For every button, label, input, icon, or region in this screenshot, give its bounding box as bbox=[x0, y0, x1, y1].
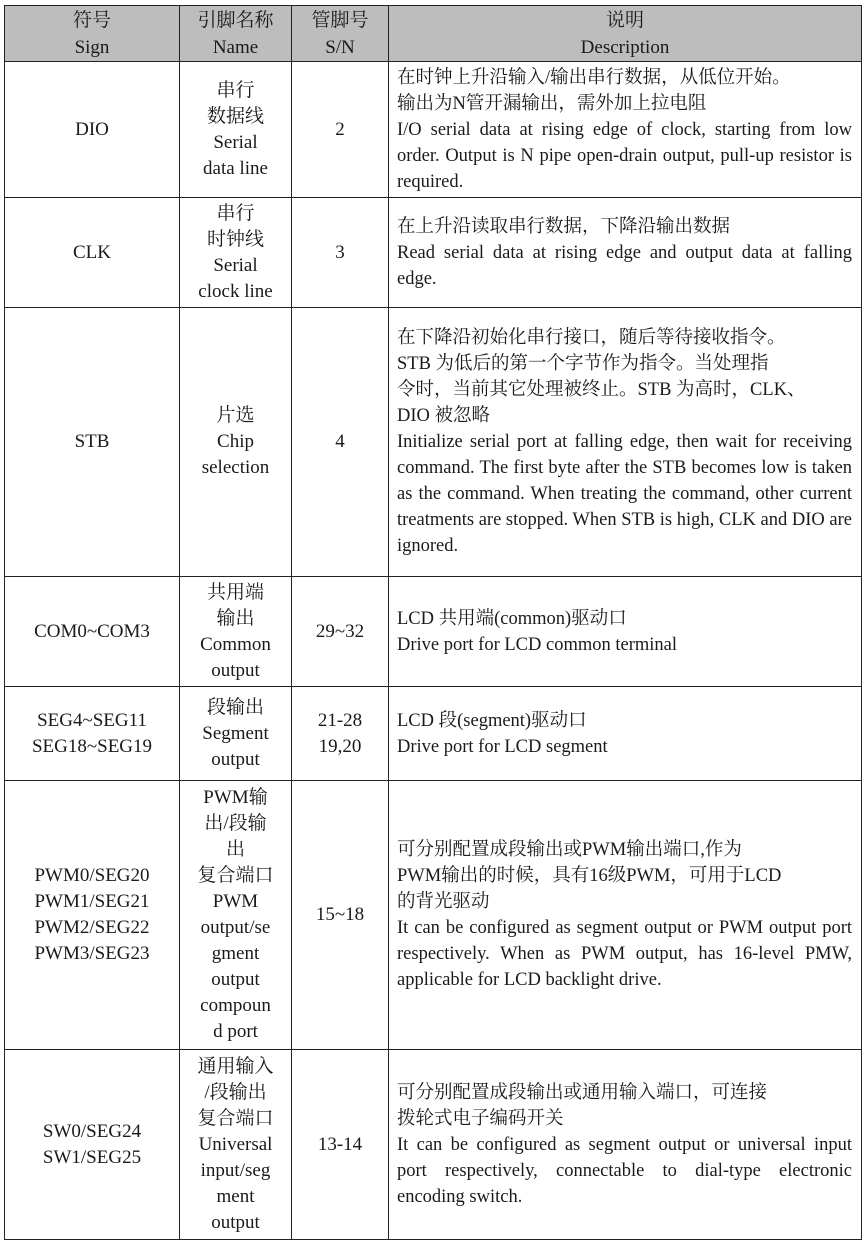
pin-number-cell bbox=[292, 577, 389, 687]
description-en: I/O serial data at rising edge of clock, starting from low order. Output is N pipe open-drain output, pull-up resistor is required. bbox=[397, 119, 852, 192]
pin-sign-cell bbox=[5, 308, 180, 577]
description-en: Drive port for LCD common terminal bbox=[397, 634, 678, 655]
pin-name-line: 片选 bbox=[216, 405, 255, 426]
pin-sign-cell bbox=[5, 577, 180, 687]
pin-name-line: Universal bbox=[198, 1133, 273, 1155]
pin-number: 21-28 bbox=[317, 709, 363, 731]
pin-name-line: 段输出 bbox=[206, 696, 264, 718]
pin-number-cell bbox=[292, 781, 389, 1050]
table-row bbox=[5, 687, 862, 781]
table-header-row bbox=[5, 6, 862, 62]
pin-name-line: ment bbox=[216, 1185, 255, 1207]
header-sign bbox=[5, 6, 180, 62]
pin-description-cell bbox=[389, 1050, 862, 1240]
header-desc-en: Description bbox=[580, 36, 670, 58]
header-description bbox=[389, 6, 862, 62]
description-cn-line: 输出为N管开漏输出，需外加上拉电阻 bbox=[397, 93, 707, 114]
pin-name-line: 数据线 bbox=[206, 105, 264, 127]
pin-name-line: PWM bbox=[212, 891, 259, 912]
table-row bbox=[5, 198, 862, 308]
pin-number-cell bbox=[292, 1050, 389, 1240]
pin-sign-cell bbox=[5, 62, 180, 198]
header-sn-cn: 管脚号 bbox=[311, 9, 369, 31]
pin-name-line: Serial bbox=[213, 254, 258, 276]
description-cn-line: PWM输出的时候，具有16级PWM，可用于LCD bbox=[397, 866, 782, 886]
pin-name-line: 复合端口 bbox=[197, 1107, 274, 1129]
pin-sign: PWM2/SEG22 bbox=[34, 917, 150, 938]
pin-number-cell bbox=[292, 62, 389, 198]
pin-number: 19,20 bbox=[318, 735, 362, 757]
description-cn-line: LCD 段(segment)驱动口 bbox=[397, 710, 587, 731]
pin-sign: PWM3/SEG23 bbox=[34, 943, 150, 964]
table-row bbox=[5, 1050, 862, 1240]
pin-number: 13-14 bbox=[317, 1133, 363, 1155]
header-sn bbox=[292, 6, 389, 62]
pin-name-line: PWM输 bbox=[203, 787, 268, 808]
pin-sign: STB bbox=[74, 431, 110, 452]
pin-name-cell bbox=[180, 781, 292, 1050]
pin-name-line: 串行 bbox=[216, 79, 255, 101]
pin-name-line: 串行 bbox=[216, 202, 255, 224]
description-cn-line: STB 为低后的第一个字节作为指令。当处理指 bbox=[397, 354, 769, 374]
description-cn-line: 的背光驱动 bbox=[397, 892, 490, 912]
description-cn-line: 可分别配置成段输出或PWM输出端口,作为 bbox=[397, 840, 742, 860]
description-en: It can be configured as segment output or universal input port respectively, connectable to dial-type electronic encoding switch. bbox=[397, 1134, 852, 1207]
pin-sign: CLK bbox=[73, 241, 111, 263]
pin-name-line: output bbox=[211, 969, 260, 990]
pin-name-line: output bbox=[211, 748, 260, 770]
pin-name-cell bbox=[180, 577, 292, 687]
pin-name-line: 复合端口 bbox=[197, 865, 274, 886]
pin-sign-cell bbox=[5, 1050, 180, 1240]
pin-name-line: 出/段输 bbox=[204, 813, 267, 834]
pin-sign: SW0/SEG24 bbox=[42, 1120, 142, 1142]
pin-name-line: 通用输入 bbox=[197, 1055, 274, 1077]
pin-description-cell bbox=[389, 308, 862, 577]
pin-sign: SEG4~SEG11 bbox=[37, 709, 147, 731]
pin-description-cell bbox=[389, 781, 862, 1050]
header-name-cn: 引脚名称 bbox=[197, 9, 274, 31]
pin-name-cell bbox=[180, 62, 292, 198]
pin-name-line: 时钟线 bbox=[206, 228, 264, 250]
pin-sign: PWM0/SEG20 bbox=[34, 865, 150, 886]
pin-name-line: 出 bbox=[225, 839, 245, 860]
pin-name-cell bbox=[180, 198, 292, 308]
pin-name-cell bbox=[180, 687, 292, 781]
description-en: Initialize serial port at falling edge, then wait for receiving command. The first byte after the STB becomes low is taken as the command. When treating the command, other current treatments are stopped. When STB is high, CLK and DIO are ignored. bbox=[397, 432, 852, 556]
pin-number: 29~32 bbox=[315, 620, 365, 642]
description-cn-line: 可分别配置成段输出或通用输入端口，可连接 bbox=[397, 1082, 768, 1103]
pin-sign: SW1/SEG25 bbox=[42, 1146, 142, 1168]
pin-number: 3 bbox=[335, 241, 345, 263]
header-sign-cn: 符号 bbox=[72, 9, 111, 31]
header-sn-en: S/N bbox=[325, 36, 355, 58]
pin-description-table bbox=[4, 5, 862, 1240]
pin-number-cell bbox=[292, 687, 389, 781]
description-cn-line: DIO 被忽略 bbox=[397, 406, 491, 426]
pin-description-cell bbox=[389, 687, 862, 781]
pin-name-line: output bbox=[211, 1211, 260, 1233]
pin-name-line: Segment bbox=[202, 722, 269, 744]
pin-number: 15~18 bbox=[315, 904, 365, 925]
header-name-en: Name bbox=[212, 36, 259, 58]
pin-name-line: input/seg bbox=[200, 1159, 271, 1181]
pin-name-line: /段输出 bbox=[204, 1081, 267, 1103]
pin-description-cell bbox=[389, 62, 862, 198]
pin-name-line: selection bbox=[201, 457, 270, 478]
table-row bbox=[5, 308, 862, 577]
pin-number: 2 bbox=[335, 118, 345, 140]
pin-name-line: 共用端 bbox=[206, 581, 264, 603]
description-en: Drive port for LCD segment bbox=[397, 736, 608, 757]
pin-sign: DIO bbox=[75, 118, 109, 140]
pin-name-line: Chip bbox=[217, 431, 254, 452]
description-en: It can be configured as segment output or PWM output port respectively. When as PWM output, has 16-level PMW, applicable for LCD backlight drive. bbox=[397, 918, 852, 990]
pin-sign: SEG18~SEG19 bbox=[31, 735, 153, 757]
pin-name-cell bbox=[180, 308, 292, 577]
description-cn-line: LCD 共用端(common)驱动口 bbox=[397, 608, 627, 629]
pin-name-line: Common bbox=[200, 633, 271, 655]
pin-number: 4 bbox=[335, 431, 345, 452]
pin-number-cell bbox=[292, 198, 389, 308]
description-en: Read serial data at rising edge and output data at falling edge. bbox=[397, 242, 852, 289]
pin-number-cell bbox=[292, 308, 389, 577]
description-cn-line: 在上升沿读取串行数据，下降沿输出数据 bbox=[397, 216, 731, 237]
pin-name-line: 输出 bbox=[216, 607, 255, 629]
pin-name-line: data line bbox=[203, 157, 268, 179]
pin-name-line: gment bbox=[211, 943, 260, 964]
table-row bbox=[5, 62, 862, 198]
pin-name-line: compoun bbox=[200, 995, 271, 1016]
description-cn-line: 令时，当前其它处理被终止。STB 为高时，CLK、 bbox=[397, 380, 806, 400]
header-desc-cn: 说明 bbox=[605, 9, 644, 31]
header-name bbox=[180, 6, 292, 62]
description-cn-line: 拨轮式电子编码开关 bbox=[397, 1108, 564, 1129]
pin-sign-cell bbox=[5, 781, 180, 1050]
pin-sign-cell bbox=[5, 198, 180, 308]
pin-description-cell bbox=[389, 577, 862, 687]
description-cn-line: 在下降沿初始化串行接口，随后等待接收指令。 bbox=[397, 328, 786, 348]
pin-name-cell bbox=[180, 1050, 292, 1240]
pin-name-line: output bbox=[211, 659, 260, 681]
pin-description-cell bbox=[389, 198, 862, 308]
pin-name-line: output/se bbox=[200, 917, 271, 938]
table-row bbox=[5, 781, 862, 1050]
pin-sign: PWM1/SEG21 bbox=[34, 891, 150, 912]
pin-name-line: d port bbox=[213, 1021, 258, 1042]
description-cn-line: 在时钟上升沿输入/输出串行数据，从低位开始。 bbox=[397, 67, 791, 88]
table-row bbox=[5, 577, 862, 687]
pin-sign: COM0~COM3 bbox=[34, 620, 150, 642]
pin-sign-cell bbox=[5, 687, 180, 781]
header-sign-en: Sign bbox=[74, 36, 110, 58]
pin-name-line: clock line bbox=[198, 280, 273, 302]
pin-name-line: Serial bbox=[213, 131, 258, 153]
